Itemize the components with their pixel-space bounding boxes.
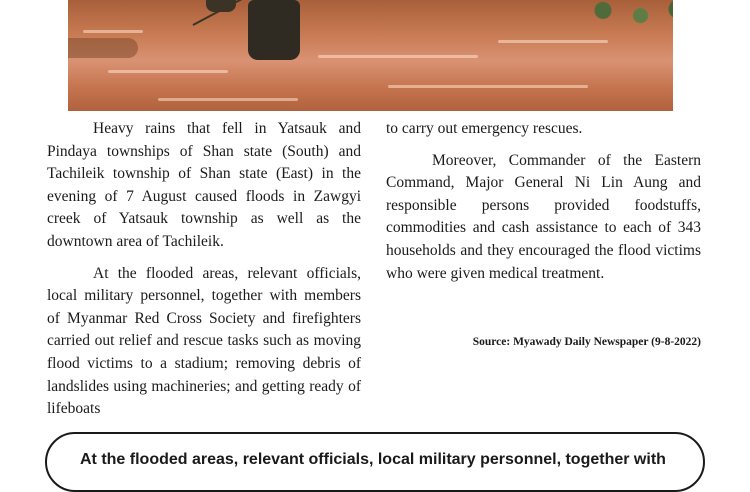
paragraph-flooded-areas: At the flooded areas, relevant officials, local military personnel, together with members of Myanmar Red Cross Society and firefighters carried out relief and rescue tasks such as moving flood victims to a stadium; removing debris of landslides using machineries; and getting ready of lifeboats xyxy=(47,264,361,418)
paragraph-heavy-rains: Heavy rains that fell in Yatsauk and Pindaya townships of Shan state (South) and Tachileik township of Shan state (East) in the evening of 7 August caused floods in Zawgyi creek of Yatsauk township as well as the downtown area of Tachileik. xyxy=(47,120,361,250)
water-ripple xyxy=(83,30,143,33)
riverbank-shape xyxy=(68,38,138,58)
water-ripple xyxy=(498,40,608,43)
left-column xyxy=(47,118,361,421)
paragraph-commander: Moreover, Commander of the Eastern Command, Major General Ni Lin Aung and responsible persons provided foodstuffs, commodities and cash assistance to each of 343 households and they encouraged the flood victims who were given medical treatment. xyxy=(386,151,701,282)
source-citation: Source: Myawady Daily Newspaper (9-8-2022) xyxy=(472,336,701,348)
plants-shape xyxy=(573,0,673,26)
callout-text: At the flooded areas, relevant officials, local military personnel, together with xyxy=(80,451,666,468)
water-ripple xyxy=(158,98,298,101)
water-ripple xyxy=(388,85,588,88)
water-ripple xyxy=(108,70,228,73)
paragraph-continuation: to carry out emergency rescues. xyxy=(386,120,583,137)
water-ripple xyxy=(318,55,478,58)
flood-photo xyxy=(68,0,673,111)
right-column xyxy=(386,118,701,285)
soldier-figure xyxy=(248,0,300,60)
